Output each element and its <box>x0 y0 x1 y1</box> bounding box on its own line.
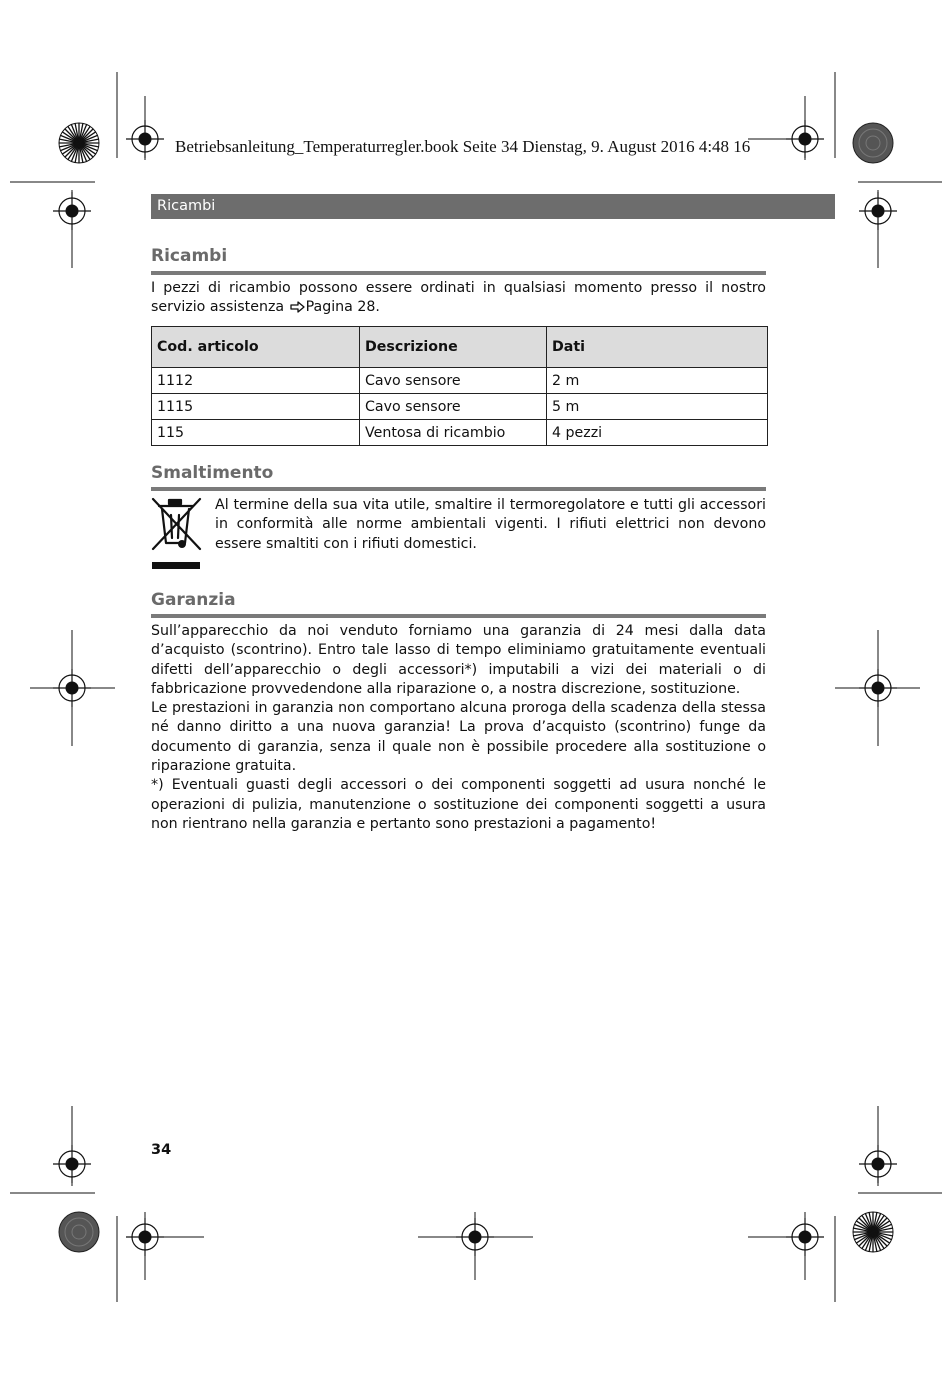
section-bar: Ricambi <box>151 194 835 219</box>
table-cell: 1112 <box>152 368 360 394</box>
print-header: Betriebsanleitung_Temperaturregler.book Seite 34 Dienstag, 9. August 2016 4:48 16 <box>175 137 751 156</box>
table-row <box>152 394 768 420</box>
table-cell: 5 m <box>547 394 768 420</box>
ricambi-heading: Ricambi <box>151 246 228 266</box>
garanzia-heading: Garanzia <box>151 590 236 610</box>
ricambi-page-link[interactable]: Pagina 28. <box>305 299 380 316</box>
table-cell: Cavo sensore <box>360 394 547 420</box>
ricambi-rule <box>151 271 766 275</box>
smaltimento-text: Al termine della sua vita utile, smaltire il termoregolatore e tutti gli accessori in conformità alle norme ambientali vigenti. I rifiuti elettrici non devono essere smaltiti con i rifiuti domestici. <box>215 497 766 552</box>
table-cell: 115 <box>152 420 360 446</box>
table-row <box>152 368 768 394</box>
smaltimento-rule <box>151 487 766 491</box>
table-cell: 1115 <box>152 394 360 420</box>
crossed-out-wheelie-bin-icon <box>151 497 203 575</box>
parts-table <box>151 326 768 446</box>
table-cell: 2 m <box>547 368 768 394</box>
garanzia-paragraph: Le prestazioni in garanzia non comportano alcuna proroga della scadenza della stessa né danno diritto a una nuova garanzia! La prova d’acquisto (scontrino) funge da documento di garanzia, senza il quale non è possibile procedere alla sostituzione o riparazione gratuita. <box>151 700 766 775</box>
page-reference-arrow-icon <box>290 300 305 319</box>
garanzia-paragraph: Sull’apparecchio da noi venduto forniamo una garanzia di 24 mesi dalla data d’acquisto (scontrino). Entro tale lasso di tempo eliminiamo gratuitamente eventuali difetti dell’apparecchio o degli accessori*) imputabili a vizi dei materiali o di fabbricazione provvedendone alla riparazione o, a nostra discrezione, sostituzione. <box>151 623 766 697</box>
ricambi-intro <box>151 279 766 320</box>
table-header-cell: Descrizione <box>360 327 547 368</box>
table-cell: Ventosa di ricambio <box>360 420 547 446</box>
garanzia-rule <box>151 614 766 618</box>
page-number: 34 <box>151 1142 172 1158</box>
table-header-cell: Dati <box>547 327 768 368</box>
smaltimento-heading: Smaltimento <box>151 463 274 483</box>
ricambi-intro-text: I pezzi di ricambio possono essere ordinati in qualsiasi momento presso il nostro servizio assistenza <box>151 280 766 316</box>
table-header-cell: Cod. articolo <box>152 327 360 368</box>
table-cell: 4 pezzi <box>547 420 768 446</box>
garanzia-text <box>151 622 766 834</box>
table-row <box>152 420 768 446</box>
table-header-row <box>152 327 768 368</box>
garanzia-paragraph: *) Eventuali guasti degli accessori o dei componenti soggetti ad usura nonché le operazioni di pulizia, manutenzione o sostituzione dei componenti soggetti a usura non rientrano nella garanzia e pertanto sono prestazioni a pagamento! <box>151 777 766 832</box>
table-cell: Cavo sensore <box>360 368 547 394</box>
